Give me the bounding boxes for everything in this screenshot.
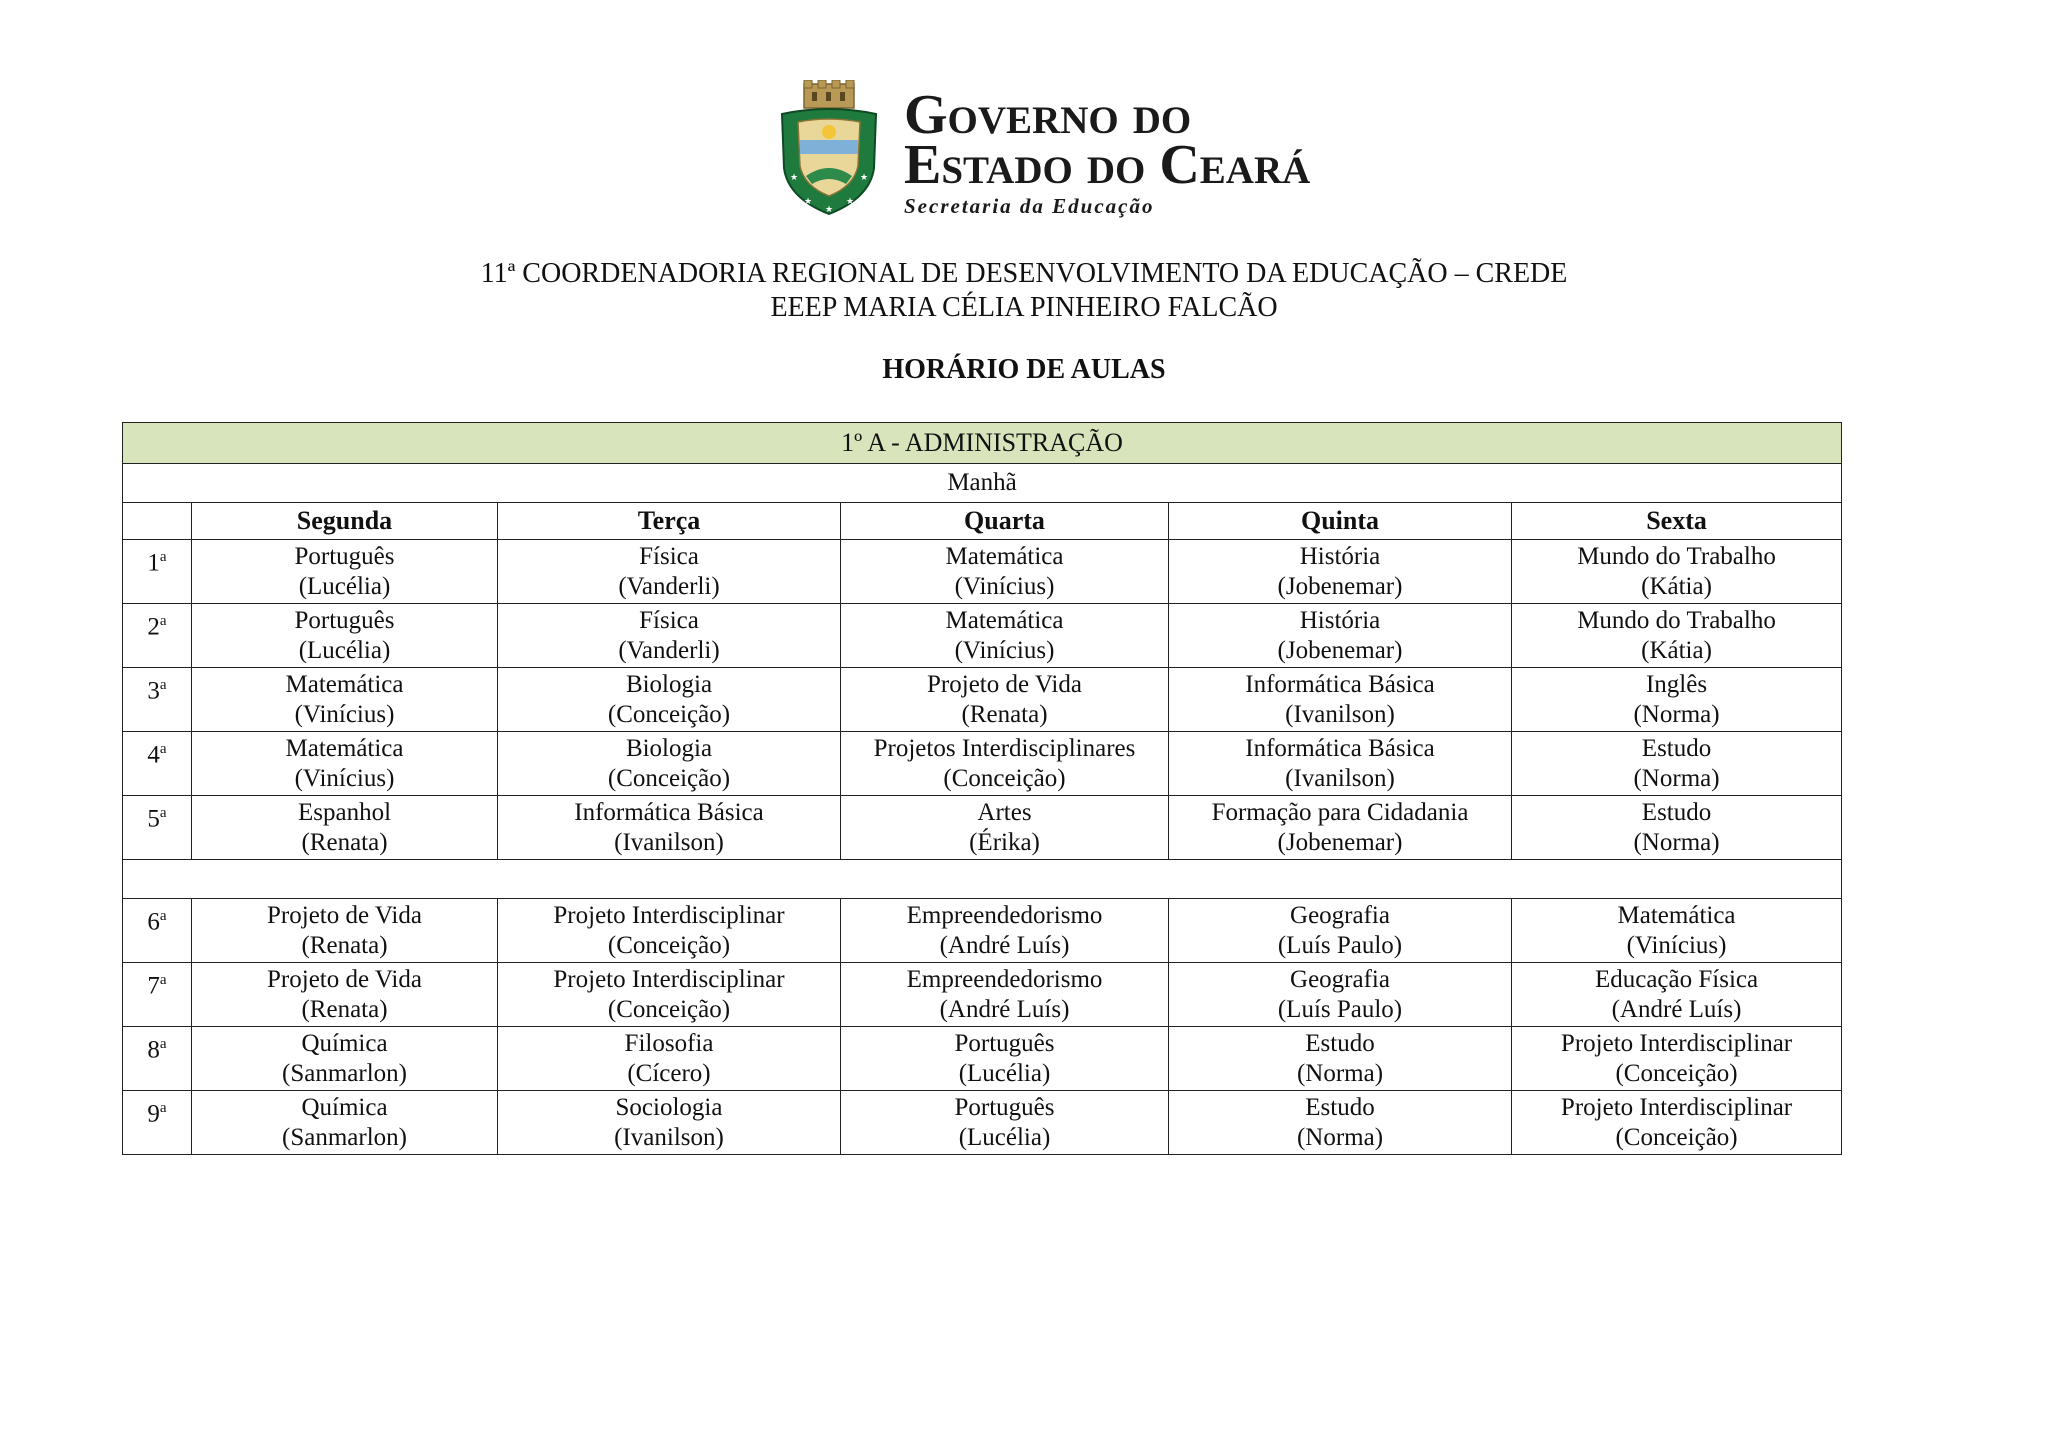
subject-name: Biologia (625, 670, 713, 698)
day-header: Terça (498, 503, 841, 540)
teacher-name: (Norma) (1633, 828, 1720, 856)
subject-name: Projetos Interdisciplinares (873, 734, 1136, 762)
brand-line-1: Governo do (904, 84, 1192, 146)
teacher-name: (Vinícius) (1626, 931, 1727, 959)
slot-number (123, 732, 192, 796)
svg-text:★: ★ (846, 196, 855, 206)
subject-name: Empreendedorismo (906, 901, 1103, 929)
subject-name: Artes (977, 798, 1032, 826)
subject-name: Estudo (1305, 1093, 1375, 1121)
svg-text:★: ★ (804, 196, 813, 206)
brand-line-2: Estado do Ceará (904, 134, 1311, 196)
schedule-cell (1169, 899, 1512, 963)
day-header: Segunda (192, 503, 498, 540)
subject-name: Projeto Interdisciplinar (553, 965, 785, 993)
schedule-cell (498, 668, 841, 732)
subject-name: Informática Básica (1245, 670, 1435, 698)
slot-number (123, 1027, 192, 1091)
teacher-name: (Ivanilson) (1285, 700, 1395, 728)
teacher-name: (Vinícius) (294, 700, 395, 728)
subject-name: Matemática (285, 734, 404, 762)
schedule-cell (841, 668, 1169, 732)
subject-name: Projeto Interdisciplinar (1560, 1093, 1793, 1121)
subject-name: Filosofia (624, 1029, 714, 1057)
slot-number-value: 2 (147, 613, 160, 641)
schedule-cell (1512, 604, 1842, 668)
subject-name: Projeto de Vida (267, 965, 422, 993)
subject-name: Mundo do Trabalho (1577, 606, 1776, 634)
teacher-name: (Norma) (1633, 764, 1720, 792)
schedule-cell (498, 899, 841, 963)
slot-number (123, 796, 192, 860)
teacher-name: (Ivanilson) (614, 1123, 724, 1151)
teacher-name: (Conceição) (607, 995, 731, 1023)
schedule-cell (841, 1091, 1169, 1155)
schedule-cell (1512, 899, 1842, 963)
ordinal-suffix: a (159, 741, 167, 757)
teacher-name: (Luís Paulo) (1277, 995, 1403, 1023)
table-row (123, 540, 1842, 604)
schedule-cell (498, 1091, 841, 1155)
schedule-cell (841, 963, 1169, 1027)
ordinal-suffix: a (159, 613, 167, 629)
schedule-cell (192, 796, 498, 860)
subject-name: História (1299, 606, 1381, 634)
slot-number-value: 5 (147, 805, 160, 833)
teacher-name: (Vinícius) (954, 572, 1055, 600)
schedule-cell (1169, 604, 1512, 668)
schedule-cell (192, 604, 498, 668)
subject-name: Português (954, 1029, 1055, 1057)
subject-name: Biologia (625, 734, 713, 762)
subject-name: Sociologia (615, 1093, 723, 1121)
page-title: HORÁRIO DE AULAS (882, 354, 1166, 385)
teacher-name: (Renata) (301, 995, 388, 1023)
slot-number-value: 6 (147, 908, 160, 936)
day-header: Quarta (841, 503, 1169, 540)
subject-name: Informática Básica (1245, 734, 1435, 762)
teacher-name: (André Luís) (1611, 995, 1742, 1023)
teacher-name: (Norma) (1633, 700, 1720, 728)
ordinal-suffix: a (159, 549, 167, 565)
teacher-name: (Jobenemar) (1277, 636, 1403, 664)
teacher-name: (Lucélia) (958, 1123, 1051, 1151)
schedule-cell (498, 963, 841, 1027)
slot-number-value: 9 (147, 1100, 160, 1128)
brand-subtitle: Secretaria da Educação (904, 194, 1155, 218)
schedule-cell (841, 899, 1169, 963)
subject-name: Projeto de Vida (927, 670, 1082, 698)
day-header: Sexta (1512, 503, 1842, 540)
table-row (123, 796, 1842, 860)
svg-text:★: ★ (790, 172, 799, 182)
subject-name: Projeto Interdisciplinar (553, 901, 785, 929)
schedule-cell (192, 668, 498, 732)
teacher-name: (Norma) (1296, 1123, 1384, 1151)
table-row (123, 899, 1842, 963)
class-name-header: 1º A - ADMINISTRAÇÃO (123, 423, 1842, 464)
teacher-name: (Cícero) (627, 1059, 711, 1087)
subject-name: Geografia (1290, 901, 1390, 929)
schedule-cell (498, 604, 841, 668)
org-line-1: 11ª COORDENADORIA REGIONAL DE DESENVOLVIMENTO DA EDUCAÇÃO – CREDE (480, 258, 1568, 289)
teacher-name: (Vinícius) (294, 764, 395, 792)
teacher-name: (André Luís) (939, 995, 1070, 1023)
table-row (123, 1091, 1842, 1155)
teacher-name: (Érika) (969, 828, 1040, 856)
teacher-name: (Lucélia) (298, 636, 391, 664)
schedule-cell (1512, 668, 1842, 732)
teacher-name: (Renata) (961, 700, 1048, 728)
ordinal-suffix: a (159, 972, 167, 988)
subject-name: Inglês (1645, 670, 1708, 698)
subject-name: Português (294, 606, 395, 634)
subject-name: Projeto Interdisciplinar (1560, 1029, 1793, 1057)
subject-name: Matemática (285, 670, 404, 698)
teacher-name: (Vanderli) (618, 636, 720, 664)
ordinal-suffix: a (159, 677, 167, 693)
schedule-cell (192, 963, 498, 1027)
slot-number-value: 1 (147, 549, 160, 577)
schedule-cell (841, 540, 1169, 604)
teacher-name: (André Luís) (939, 931, 1070, 959)
teacher-name: (Conceição) (607, 764, 731, 792)
schedule-cell (1169, 1027, 1512, 1091)
teacher-name: (Vanderli) (618, 572, 720, 600)
subject-name: Física (639, 542, 699, 570)
schedule-cell (1512, 540, 1842, 604)
teacher-name: (Kátia) (1641, 636, 1712, 664)
schedule-cell (1169, 540, 1512, 604)
teacher-name: (Ivanilson) (1285, 764, 1395, 792)
schedule-cell (192, 540, 498, 604)
teacher-name: (Renata) (301, 931, 388, 959)
subject-name: Projeto de Vida (267, 901, 422, 929)
subject-name: Química (301, 1029, 388, 1057)
subject-name: Estudo (1641, 734, 1712, 762)
schedule-cell (192, 1091, 498, 1155)
teacher-name: (Conceição) (607, 931, 731, 959)
schedule-table (122, 422, 1842, 1155)
subject-name: Geografia (1290, 965, 1390, 993)
schedule-cell (1169, 668, 1512, 732)
table-row (123, 732, 1842, 796)
teacher-name: (Jobenemar) (1277, 572, 1403, 600)
break-row (123, 860, 1842, 899)
subject-name: Português (294, 542, 395, 570)
schedule-cell (192, 899, 498, 963)
schedule-cell (1169, 1091, 1512, 1155)
schedule-cell (841, 604, 1169, 668)
schedule-cell (1512, 963, 1842, 1027)
ordinal-suffix: a (159, 1100, 167, 1116)
slot-number (123, 604, 192, 668)
slot-number-value: 4 (147, 741, 160, 769)
schedule-cell (1169, 796, 1512, 860)
schedule-cell (192, 1027, 498, 1091)
subject-name: Mundo do Trabalho (1577, 542, 1776, 570)
subject-name: Matemática (945, 606, 1064, 634)
subject-name: Matemática (945, 542, 1064, 570)
table-row (123, 604, 1842, 668)
schedule-cell (498, 540, 841, 604)
svg-text:★: ★ (825, 204, 834, 214)
teacher-name: (Norma) (1296, 1059, 1384, 1087)
table-row (123, 1027, 1842, 1091)
government-brand (904, 84, 1311, 219)
teacher-name: (Renata) (301, 828, 388, 856)
teacher-name: (Ivanilson) (614, 828, 724, 856)
period-label: Manhã (123, 464, 1842, 503)
teacher-name: (Lucélia) (958, 1059, 1051, 1087)
subject-name: Educação Física (1594, 965, 1759, 993)
subject-name: Empreendedorismo (906, 965, 1103, 993)
teacher-name: (Conceição) (607, 700, 731, 728)
schedule-cell (841, 1027, 1169, 1091)
teacher-name: (Vinícius) (954, 636, 1055, 664)
table-row (123, 668, 1842, 732)
schedule-cell (1512, 1091, 1842, 1155)
teacher-name: (Luís Paulo) (1277, 931, 1403, 959)
schedule-cell (1169, 963, 1512, 1027)
schedule-cell (1512, 1027, 1842, 1091)
slot-number (123, 899, 192, 963)
subject-name: História (1299, 542, 1381, 570)
subject-name: Formação para Cidadania (1211, 798, 1469, 826)
teacher-name: (Conceição) (1615, 1059, 1738, 1087)
subject-name: Estudo (1641, 798, 1712, 826)
teacher-name: (Sanmarlon) (282, 1059, 407, 1087)
subject-name: Química (301, 1093, 388, 1121)
ordinal-suffix: a (159, 1036, 167, 1052)
org-line-2: EEEP MARIA CÉLIA PINHEIRO FALCÃO (770, 292, 1278, 323)
schedule-cell (192, 732, 498, 796)
schedule-cell (498, 1027, 841, 1091)
subject-name: Informática Básica (574, 798, 764, 826)
schedule-cell (1512, 732, 1842, 796)
schedule-cell (498, 732, 841, 796)
teacher-name: (Jobenemar) (1277, 828, 1403, 856)
slot-number (123, 540, 192, 604)
ordinal-suffix: a (159, 908, 167, 924)
page-header (0, 70, 2048, 250)
teacher-name: (Lucélia) (298, 572, 391, 600)
svg-text:★: ★ (860, 172, 869, 182)
schedule-cell (841, 796, 1169, 860)
teacher-name: (Conceição) (943, 764, 1066, 792)
subject-name: Português (954, 1093, 1055, 1121)
slot-number (123, 1091, 192, 1155)
ceara-coat-of-arms-logo (776, 80, 882, 218)
subject-name: Espanhol (297, 798, 392, 826)
schedule-cell (841, 732, 1169, 796)
day-header: Quinta (1169, 503, 1512, 540)
table-row (123, 963, 1842, 1027)
ordinal-suffix: a (159, 805, 167, 821)
subject-name: Estudo (1305, 1029, 1375, 1057)
slot-number (123, 963, 192, 1027)
schedule-cell (498, 796, 841, 860)
teacher-name: (Sanmarlon) (282, 1123, 407, 1151)
slot-number-value: 8 (147, 1036, 160, 1064)
subject-name: Física (639, 606, 699, 634)
schedule-cell (1512, 796, 1842, 860)
slot-number-value: 3 (147, 677, 160, 705)
teacher-name: (Conceição) (1615, 1123, 1738, 1151)
slot-number-value: 7 (147, 972, 160, 1000)
slot-number (123, 668, 192, 732)
subject-name: Matemática (1617, 901, 1736, 929)
slot-header-blank (123, 503, 192, 540)
teacher-name: (Kátia) (1641, 572, 1712, 600)
schedule-cell (1169, 732, 1512, 796)
